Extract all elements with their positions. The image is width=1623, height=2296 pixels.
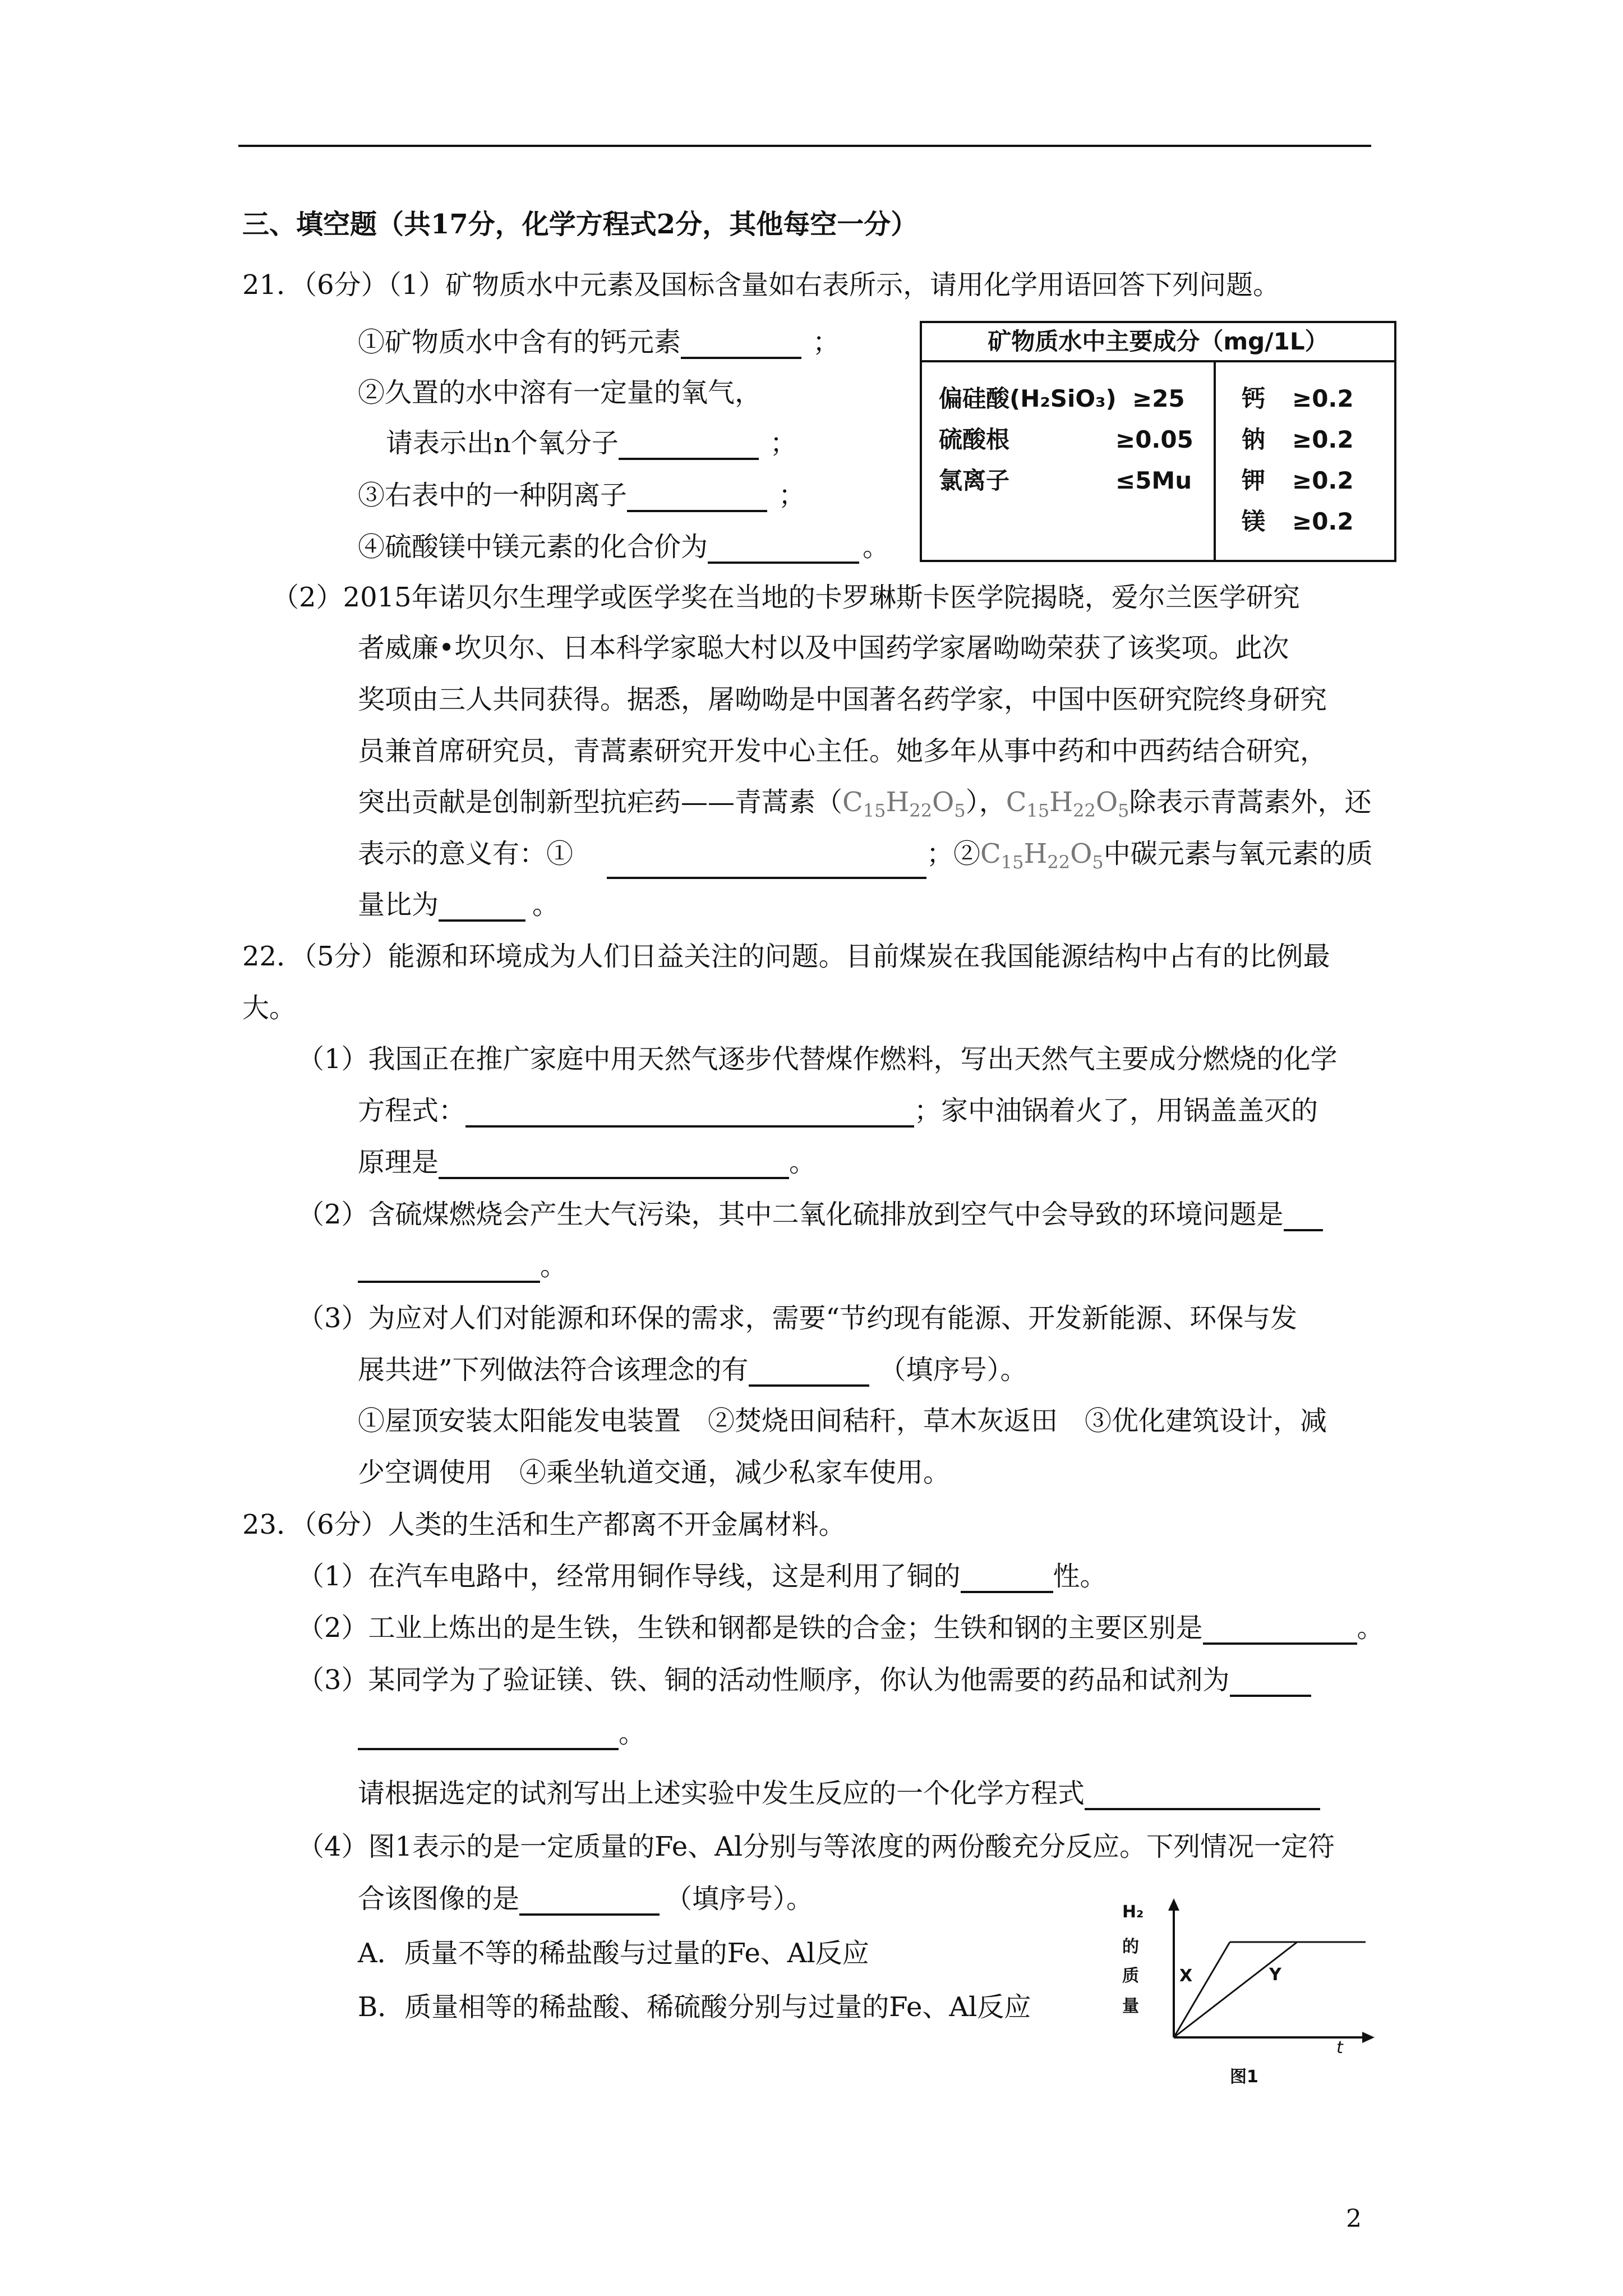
q23-p3-line3: 请根据选定的试剂写出上述实验中发生反应的一个化学方程式 (358, 1777, 1320, 1810)
table-divider (1214, 362, 1216, 562)
figure-caption: 图1 (1230, 2067, 1258, 2087)
table-right-value: ≥0.2 (1292, 426, 1354, 453)
q21-s2a: ②久置的水中溶有一定量的氧气， (358, 377, 762, 408)
series-y-label: Y (1269, 1965, 1281, 1985)
y-axis-label: 质 (1122, 1966, 1139, 1986)
q23-option-b: B．质量相等的稀盐酸、稀硫酸分别与过量的Fe、Al反应 (358, 1991, 1031, 2023)
answer-blank[interactable] (961, 1562, 1053, 1593)
y-axis-label: 量 (1122, 1996, 1139, 2016)
answer-blank[interactable] (1284, 1200, 1323, 1231)
table-right-name: 钾 (1242, 467, 1266, 494)
q22-p3-line4: 少空调使用 ④乘坐轨道交通，减少私家车使用。 (358, 1457, 951, 1488)
formula-c15h22o5: $C_{15}H_{22}O_5$ (1006, 786, 1129, 821)
x-axis-arrow (1362, 2032, 1375, 2043)
table-right-name: 钙 (1242, 385, 1266, 412)
answer-blank[interactable] (708, 532, 859, 564)
q22-p3-line2: 展共进”下列做法符合该理念的有 （填序号）。 (358, 1354, 1027, 1386)
formula-c15h22o5: $C_{15}H_{22}O_5$ (980, 838, 1104, 873)
table-right-value: ≥0.2 (1292, 467, 1354, 494)
y-axis-arrow (1168, 1898, 1179, 1911)
table-left-value: ≥25 (1132, 385, 1185, 412)
q22-intro2: 大。 (242, 992, 297, 1024)
q22-intro: 22．（5分）能源和环境成为人们日益关注的问题。目前煤炭在我国能源结构中占有的比例最 (242, 941, 1330, 972)
answer-blank[interactable] (749, 1355, 869, 1387)
answer-blank[interactable] (627, 481, 767, 512)
table-right-name: 钠 (1242, 426, 1266, 453)
table-title: 矿物质水中主要成分（mg/1L） (922, 323, 1394, 362)
formula-c15h22o5: $C_{15}H_{22}O_5$ (842, 786, 966, 821)
answer-blank[interactable] (681, 328, 801, 359)
mineral-water-table (920, 321, 1396, 562)
q21-intro: 21．（6分）（1）矿物质水中元素及国标含量如右表所示，请用化学用语回答下列问题。 (242, 269, 1280, 301)
q23-p1: （1）在汽车电路中，经常用铜作导线，这是利用了铜的 性。 (297, 1561, 1107, 1592)
answer-blank[interactable] (519, 1884, 660, 1916)
q23-option-a: A．质量不等的稀盐酸与过量的Fe、Al反应 (358, 1938, 869, 1969)
table-left-name: 偏硅酸(H₂SiO₃) (939, 385, 1117, 412)
q21-p2-line2: 者威廉•坎贝尔、日本科学家聪大村以及中国药学家屠呦呦荣获了该奖项。此次 (358, 632, 1289, 664)
answer-blank[interactable] (439, 890, 525, 922)
answer-blank[interactable] (1085, 1779, 1320, 1810)
answer-blank[interactable] (619, 429, 759, 460)
answer-blank[interactable] (607, 848, 926, 879)
table-right-value: ≥0.2 (1292, 508, 1354, 535)
q21-s1: ①矿物质水中含有的钙元素 ； (358, 326, 840, 358)
q21-p2-line1: （2）2015年诺贝尔生理学或医学奖在当地的卡罗琳斯卡医学院揭晓，爱尔兰医学研究 (272, 582, 1300, 613)
q22-p2-line2: 。 (358, 1249, 567, 1283)
q23-p3-line1: （3）某同学为了验证镁、铁、铜的活动性顺序，你认为他需要的药品和试剂为 (297, 1663, 1311, 1697)
table-left-name: 氯离子 (939, 467, 1010, 494)
table-left-value: ≥0.05 (1115, 426, 1193, 453)
q21-p2-line7: 量比为 。 (358, 889, 560, 921)
q21-p2-line3: 奖项由三人共同获得。据悉，屠呦呦是中国著名药学家，中国中医研究院终身研究 (358, 684, 1327, 715)
q23-p4-line1: （4）图1表示的是一定质量的Fe、Al分别与等浓度的两份酸充分反应。下列情况一定符 (297, 1831, 1335, 1862)
x-axis-label: t (1336, 2038, 1343, 2058)
section-title: 三、填空题（共17分，化学方程式2分，其他每空一分） (242, 209, 918, 240)
q21-p2-line5: 突出贡献是创制新型抗疟药——青蒿素$(C_{15}H_{22}O_5)$，$C_{15}H_{22}O_5$除表示青蒿素外，还 (358, 786, 1372, 821)
page-number: 2 (1346, 2205, 1362, 2233)
answer-blank[interactable] (1230, 1665, 1311, 1697)
q22-p3-line1: （3）为应对人们对能源和环保的需求，需要“节约现有能源、开发新能源、环保与发 (297, 1303, 1298, 1334)
figure-1-graph (1119, 1890, 1388, 2092)
y-axis-label: 的 (1122, 1937, 1139, 1957)
q21-p2-line4: 员兼首席研究员，青蒿素研究开发中心主任。她多年从事中药和中西药结合研究， (358, 735, 1327, 767)
table-left-name: 硫酸根 (939, 426, 1010, 453)
q21-s4: ④硫酸镁中镁元素的化合价为 。 (358, 531, 890, 563)
answer-blank[interactable] (358, 1251, 540, 1283)
answer-blank[interactable] (1203, 1613, 1357, 1645)
series-y-line (1174, 1942, 1297, 2037)
q23-p2: （2）工业上炼出的是生铁，生铁和钢都是铁的合金；生铁和钢的主要区别是 。 (297, 1612, 1384, 1644)
header-rule (238, 145, 1371, 147)
q22-p1-line2: 方程式： ；家中油锅着火了，用锅盖盖灭的 (358, 1095, 1318, 1126)
q22-p3-line3: ①屋顶安装太阳能发电装置 ②焚烧田间秸秆，草木灰返田 ③优化建筑设计，减 (358, 1405, 1327, 1437)
q23-intro: 23．（6分）人类的生活和生产都离不开金属材料。 (242, 1509, 846, 1540)
table-right-value: ≥0.2 (1292, 385, 1354, 412)
q23-p3-line2: 。 (358, 1717, 645, 1750)
q21-s2b: 请表示出n个氧分子 ； (386, 427, 797, 459)
q21-p2-line6: 表示的意义有：① ；$②C_{15}H_{22}O_5$中碳元素与氧元素的质 (358, 837, 1373, 879)
series-x-label: X (1179, 1966, 1193, 1986)
q22-p2-line1: （2）含硫煤燃烧会产生大气污染，其中二氧化硫排放到空气中会导致的环境问题是 (297, 1198, 1323, 1231)
series-x-line (1174, 1942, 1230, 2037)
answer-blank[interactable] (358, 1719, 619, 1750)
table-left-value: ≤5Mu (1115, 467, 1192, 494)
q23-p4-line2: 合该图像的是 （填序号）。 (358, 1883, 814, 1915)
y-axis-label: H₂ (1122, 1902, 1144, 1922)
q22-p1-line3: 原理是 。 (358, 1147, 817, 1178)
answer-blank[interactable] (439, 1148, 789, 1179)
answer-blank[interactable] (465, 1096, 914, 1128)
q21-s3: ③右表中的一种阴离子 ； (358, 480, 806, 511)
table-right-name: 镁 (1242, 508, 1266, 535)
q22-p1-line1: （1）我国正在推广家庭中用天然气逐步代替煤作燃料，写出天然气主要成分燃烧的化学 (297, 1043, 1338, 1075)
